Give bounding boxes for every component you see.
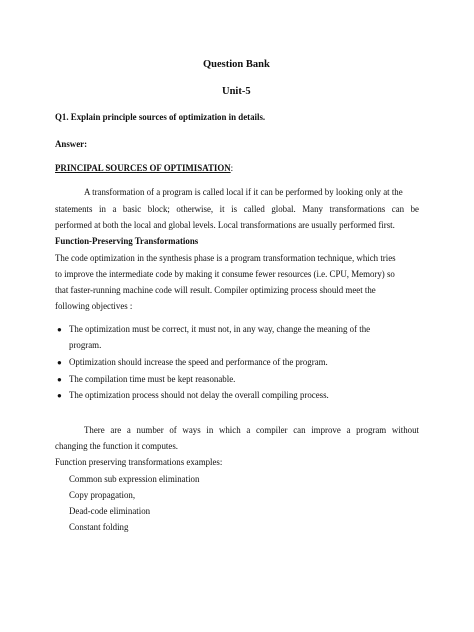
question-text: Q1. Explain principle sources of optimization in details.: [55, 112, 266, 122]
bullet-dot: ●: [57, 325, 62, 334]
intro-line-2: statements in a basic block; otherwise, it is called global. Many transformations can be: [55, 204, 419, 214]
para-line-2: to improve the intermediate code by making it consume fewer resources (i.e. CPU, Memory) so: [55, 269, 395, 279]
example-item-3: Dead-code elimination: [69, 506, 151, 516]
document-title: Question Bank: [203, 59, 270, 70]
unit-heading: Unit-5: [222, 86, 251, 97]
bullet-4-line-1: The optimization process should not delay the overall compiling process.: [69, 390, 329, 400]
closing-line-2: changing the function it computes.: [55, 441, 178, 451]
subheading: Function-Preserving Transformations: [55, 236, 199, 246]
example-item-2: Copy propagation,: [69, 490, 136, 500]
bullet-dot: ●: [57, 391, 62, 400]
section-heading: PRINCIPAL SOURCES OF OPTIMISATION: [55, 163, 231, 173]
example-item-4: Constant folding: [69, 522, 129, 532]
example-item-1: Common sub expression elimination: [69, 474, 200, 484]
para-line-3: that faster-running machine code will result. Compiler optimizing process should meet the: [55, 285, 376, 295]
closing-line-1: There are a number of ways in which a compiler can improve a program without: [84, 425, 419, 435]
bullet-dot: ●: [57, 358, 62, 367]
answer-label: Answer:: [55, 139, 88, 149]
section-heading-colon: :: [230, 163, 234, 173]
para-line-4: following objectives :: [55, 301, 133, 311]
section-heading-line: [55, 164, 233, 173]
intro-line-3: performed at both the local and global levels. Local transformations are usually performed first.: [55, 220, 395, 230]
bullet-1-line-2: program.: [69, 340, 102, 350]
bullet-2-line-1: Optimization should increase the speed and performance of the program.: [69, 357, 328, 367]
bullet-1-line-1: The optimization must be correct, it must not, in any way, change the meaning of the: [69, 324, 371, 334]
intro-line-1: A transformation of a program is called local if it can be performed by looking only at the: [84, 187, 403, 197]
bullet-dot: ●: [57, 375, 62, 384]
para-line-1: The code optimization in the synthesis phase is a program transformation technique, which tries: [55, 253, 396, 263]
examples-label: Function preserving transformations examples:: [55, 457, 223, 467]
bullet-3-line-1: The compilation time must be kept reasonable.: [69, 374, 236, 384]
